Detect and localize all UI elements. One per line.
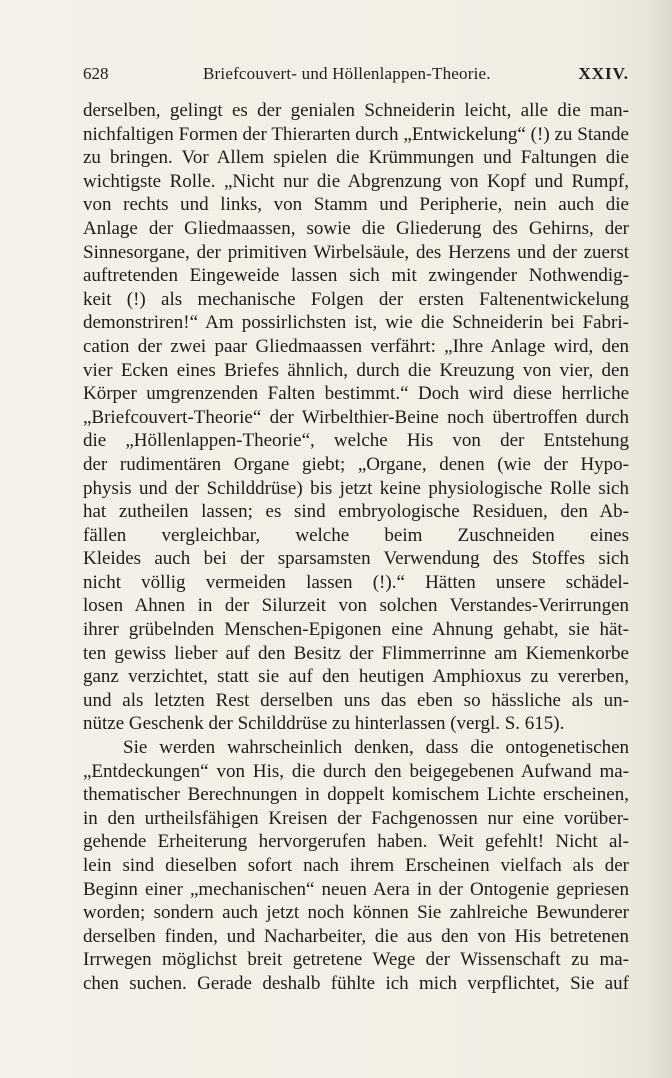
text-line: und als letzten Rest derselben uns das eben so hässliche als un- (83, 689, 629, 711)
text-line: „Briefcouvert-Theorie“ der Wirbelthier-Beine noch übertroffen durch (83, 406, 629, 428)
text-line: hat zutheilen lassen; es sind embryologische Residuen, den Ab- (83, 501, 629, 523)
text-line: Anlage der Gliedmaassen, sowie die Gliederung des Gehirns, der (83, 217, 629, 239)
text-line: Körper umgrenzenden Falten bestimmt.“ Doch wird diese herrliche (83, 383, 629, 405)
text-line: der rudimentären Organe giebt; „Organe, denen (wie der Hypo- (83, 453, 629, 475)
text-line: nütze Geschenk der Schilddrüse zu hinterlassen (vergl. S. 615). (83, 713, 565, 735)
text-line: vier Ecken eines Briefes ähnlich, durch die Kreuzung von vier, den (83, 359, 629, 381)
text-line: demonstriren!“ Am possirlichsten ist, wie die Schneiderin bei Fabri- (83, 312, 629, 334)
page-number: 628 (83, 64, 109, 83)
text-line: gehende Erheiterung hervorgerufen haben. Weit gefehlt! Nicht al- (83, 831, 629, 853)
text-line: nichfaltigen Formen der Thierarten durch „Entwickelung“ (!) zu Stande (83, 123, 629, 145)
text-line: von rechts und links, von Stamm und Peripherie, nein auch die (83, 194, 629, 216)
text-line: ganz verzichtet, statt sie auf den heutigen Amphioxus zu vererben, (83, 666, 629, 688)
text-line: chen suchen. Gerade deshalb fühlte ich mich verpflichtet, Sie auf (83, 972, 629, 994)
text-line: Kleides auch bei der sparsamsten Verwendung des Stoffes sich (83, 548, 629, 570)
text-line: Sinnesorgane, der primitiven Wirbelsäule, des Herzens und der zuerst (83, 241, 629, 263)
text-line: in den urtheilsfähigen Kreisen der Fachgenossen nur eine vorüber- (83, 807, 629, 829)
text-line: nicht völlig vermeiden lassen (!).“ Hätten unsere schädel- (83, 571, 629, 593)
paragraph-start-line: Sie werden wahrscheinlich denken, dass die ontogenetischen (123, 737, 629, 759)
text-line: Irrwegen möglichst breit getretene Wege der Wissenschaft zu ma- (83, 949, 629, 971)
text-line: die „Höllenlappen-Theorie“, welche His von der Entstehung (83, 430, 629, 452)
text-line: worden; sondern auch jetzt noch können Sie zahlreiche Bewunderer (83, 902, 629, 924)
text-line: keit (!) als mechanische Folgen der ersten Faltenentwickelung (83, 288, 629, 310)
text-line: losen Ahnen in der Silurzeit von solchen Verstandes-Verirrungen (83, 595, 629, 617)
text-line: ihrer grübelnden Menschen-Epigonen eine Ahnung gehabt, sie hät- (83, 619, 629, 641)
text-line: lein sind dieselben sofort nach ihrem Erscheinen vielfach als der (83, 855, 629, 876)
text-line: wichtigste Rolle. „Nicht nur die Abgrenzung von Kopf und Rumpf, (83, 170, 629, 192)
running-title: Briefcouvert- und Höllenlappen-Theorie. (203, 64, 491, 83)
text-line: derselben, gelingt es der genialen Schneiderin leicht, alle die man- (83, 100, 629, 121)
body-text (83, 99, 629, 996)
text-line: physis und der Schilddrüse) bis jetzt keine physiologische Rolle sich (83, 477, 629, 499)
text-line: ten gewiss lieber auf den Besitz der Flimmerrinne am Kiemenkorbe (83, 642, 629, 664)
text-line: auftretenden Eingeweide lassen sich mit zwingender Nothwendig- (83, 265, 629, 287)
text-line: Beginn einer „mechanischen“ neuen Aera in der Ontogenie gepriesen (83, 878, 629, 900)
text-line: derselben finden, und Nacharbeiter, die aus den von His betretenen (83, 925, 629, 947)
chapter-number: XXIV. (578, 64, 629, 83)
page-header (83, 64, 629, 88)
text-line: fällen vergleichbar, welche beim Zuschneiden eines (83, 524, 629, 546)
text-line: cation der zwei paar Gliedmaassen verfährt: „Ihre Anlage wird, den (83, 335, 629, 357)
text-line: thematischer Berechnungen in doppelt komischem Lichte erscheinen, (83, 784, 629, 806)
text-line: zu bringen. Vor Allem spielen die Krümmungen und Faltungen die (83, 147, 629, 169)
text-line: „Entdeckungen“ von His, die durch den beigegebenen Aufwand ma- (83, 760, 629, 782)
